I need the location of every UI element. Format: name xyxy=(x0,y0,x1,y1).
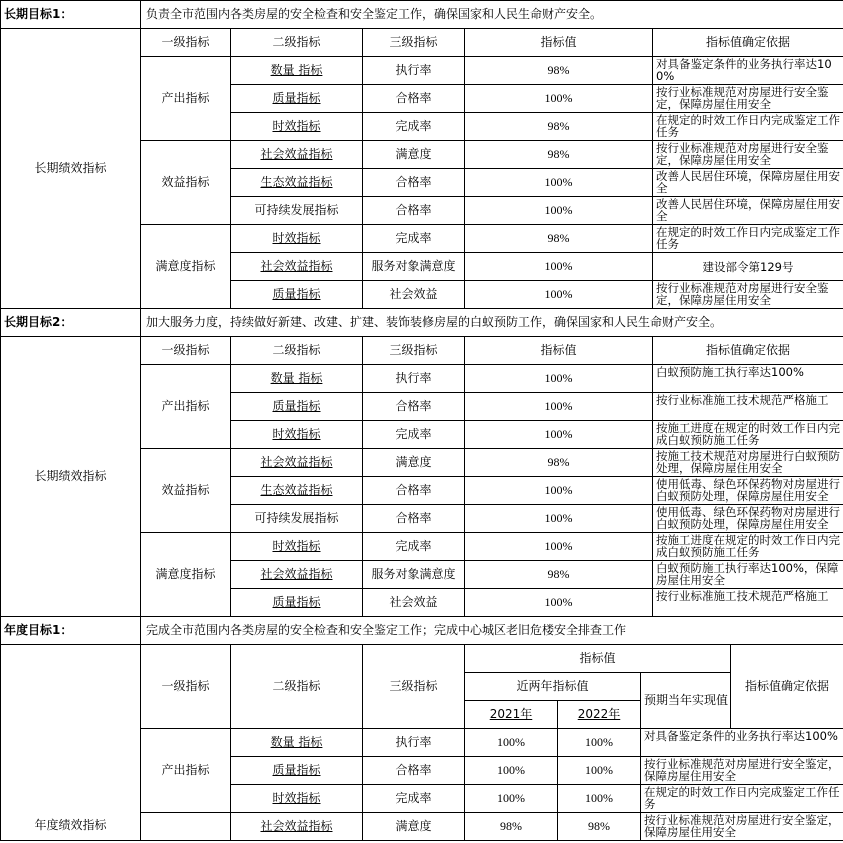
group-name xyxy=(141,813,231,841)
level2-cell: 数量 指标 xyxy=(231,729,363,757)
basis-cell: 改善人民居住环境，保障房屋住用安全 xyxy=(653,169,843,197)
goal-label: 年度目标1： xyxy=(1,617,141,645)
value-cell: 100% xyxy=(465,589,653,617)
level2-cell: 社会效益指标 xyxy=(231,561,363,589)
year1-value-cell: 100% xyxy=(465,785,558,813)
basis-cell: 按行业标准规范对房屋进行安全鉴定，保障房屋住用安全 xyxy=(641,757,843,785)
level3-cell: 完成率 xyxy=(363,785,465,813)
level2-cell: 社会效益指标 xyxy=(231,253,363,281)
basis-cell: 按施工技术规范对房屋进行白蚁预防处理，保障房屋住用安全 xyxy=(653,449,843,477)
header-level1: 一级指标 xyxy=(141,337,231,365)
value-cell: 100% xyxy=(465,281,653,309)
value-cell: 100% xyxy=(465,477,653,505)
value-cell: 98% xyxy=(465,449,653,477)
year1-value-cell: 98% xyxy=(465,813,558,841)
header-year-2022: 2022年 xyxy=(558,701,641,729)
group-name: 满意度指标 xyxy=(141,533,231,617)
level2-cell: 质量指标 xyxy=(231,281,363,309)
level3-cell: 满意度 xyxy=(363,813,465,841)
value-cell: 98% xyxy=(465,561,653,589)
header-value: 指标值 xyxy=(465,645,731,673)
level2-cell: 质量指标 xyxy=(231,757,363,785)
level3-cell: 合格率 xyxy=(363,393,465,421)
value-cell: 98% xyxy=(465,141,653,169)
header-level1: 一级指标 xyxy=(141,29,231,57)
header-recent-years: 近两年指标值 xyxy=(465,673,641,701)
header-basis: 指标值确定依据 xyxy=(653,29,843,57)
basis-cell: 对具备鉴定条件的业务执行率达100% xyxy=(653,57,843,85)
goal-label: 长期目标1： xyxy=(1,1,141,29)
value-cell: 100% xyxy=(465,393,653,421)
basis-cell: 白蚁预防施工执行率达100% xyxy=(653,365,843,393)
basis-cell: 对具备鉴定条件的业务执行率达100% xyxy=(641,729,843,757)
header-level2: 二级指标 xyxy=(231,29,363,57)
group-name: 效益指标 xyxy=(141,141,231,225)
header-expected: 预期当年实现值 xyxy=(641,673,731,729)
value-cell: 100% xyxy=(465,421,653,449)
value-cell: 100% xyxy=(465,197,653,225)
goal-description: 加大服务力度，持续做好新建、改建、扩建、装饰装修房屋的白蚁预防工作，确保国家和人民生命财产安全。 xyxy=(141,309,843,337)
level3-cell: 完成率 xyxy=(363,113,465,141)
year2-value-cell: 98% xyxy=(558,813,641,841)
level3-cell: 合格率 xyxy=(363,169,465,197)
level3-cell: 合格率 xyxy=(363,757,465,785)
level2-cell: 时效指标 xyxy=(231,785,363,813)
level2-cell: 质量指标 xyxy=(231,589,363,617)
perf-indicator-label: 长期绩效指标 xyxy=(1,337,141,617)
header-value: 指标值 xyxy=(465,29,653,57)
basis-cell: 按行业标准规范对房屋进行安全鉴定，保障房屋住用安全 xyxy=(653,141,843,169)
basis-cell: 在规定的时效工作日内完成鉴定工作任务 xyxy=(653,225,843,253)
level2-cell: 生态效益指标 xyxy=(231,169,363,197)
level2-cell: 时效指标 xyxy=(231,113,363,141)
year1-value-cell: 100% xyxy=(465,757,558,785)
goal-label: 长期目标2： xyxy=(1,309,141,337)
header-level2: 二级指标 xyxy=(231,337,363,365)
level3-cell: 完成率 xyxy=(363,225,465,253)
value-cell: 98% xyxy=(465,225,653,253)
goal-description: 完成全市范围内各类房屋的安全检查和安全鉴定工作；完成中心城区老旧危楼安全排查工作 xyxy=(141,617,843,645)
level3-cell: 服务对象满意度 xyxy=(363,561,465,589)
long-term-goal-1-table xyxy=(0,0,843,309)
value-cell: 100% xyxy=(465,505,653,533)
level2-cell: 数量 指标 xyxy=(231,365,363,393)
basis-cell: 白蚁预防施工执行率达100%，保障房屋住用安全 xyxy=(653,561,843,589)
level2-cell: 社会效益指标 xyxy=(231,141,363,169)
level3-cell: 合格率 xyxy=(363,85,465,113)
year2-value-cell: 100% xyxy=(558,785,641,813)
level2-cell: 时效指标 xyxy=(231,225,363,253)
level3-cell: 满意度 xyxy=(363,141,465,169)
group-name: 产出指标 xyxy=(141,365,231,449)
header-level3: 三级指标 xyxy=(363,645,465,729)
level3-cell: 完成率 xyxy=(363,533,465,561)
header-basis: 指标值确定依据 xyxy=(653,337,843,365)
value-cell: 98% xyxy=(465,113,653,141)
perf-indicator-label: 年度绩效指标 xyxy=(1,645,141,841)
header-value: 指标值 xyxy=(465,337,653,365)
basis-cell: 在规定的时效工作日内完成鉴定工作任务 xyxy=(641,785,843,813)
group-name: 产出指标 xyxy=(141,57,231,141)
value-cell: 100% xyxy=(465,169,653,197)
level2-cell: 生态效益指标 xyxy=(231,477,363,505)
level3-cell: 完成率 xyxy=(363,421,465,449)
level3-cell: 合格率 xyxy=(363,477,465,505)
level3-cell: 社会效益 xyxy=(363,589,465,617)
perf-indicator-label: 长期绩效指标 xyxy=(1,29,141,309)
basis-cell: 按行业标准规范对房屋进行安全鉴定，保障房屋住用安全 xyxy=(641,813,843,841)
level3-cell: 满意度 xyxy=(363,449,465,477)
level2-cell: 可持续发展指标 xyxy=(231,505,363,533)
year2-value-cell: 100% xyxy=(558,757,641,785)
basis-cell: 按行业标准规范对房屋进行安全鉴定，保障房屋住用安全 xyxy=(653,281,843,309)
basis-cell: 按行业标准施工技术规范严格施工 xyxy=(653,589,843,617)
value-cell: 100% xyxy=(465,365,653,393)
basis-cell: 使用低毒、绿色环保药物对房屋进行白蚁预防处理，保障房屋住用安全 xyxy=(653,505,843,533)
level2-cell: 社会效益指标 xyxy=(231,813,363,841)
year1-value-cell: 100% xyxy=(465,729,558,757)
basis-cell: 按行业标准施工技术规范严格施工 xyxy=(653,393,843,421)
level2-cell: 质量指标 xyxy=(231,85,363,113)
year2-value-cell: 100% xyxy=(558,729,641,757)
level3-cell: 社会效益 xyxy=(363,281,465,309)
level2-cell: 数量 指标 xyxy=(231,57,363,85)
annual-goal-1-table xyxy=(0,616,843,841)
group-name: 效益指标 xyxy=(141,449,231,533)
level2-cell: 社会效益指标 xyxy=(231,449,363,477)
basis-cell: 使用低毒、绿色环保药物对房屋进行白蚁预防处理，保障房屋住用安全 xyxy=(653,477,843,505)
long-term-goal-2-table xyxy=(0,308,843,617)
value-cell: 100% xyxy=(465,253,653,281)
header-level3: 三级指标 xyxy=(363,29,465,57)
basis-cell: 按施工进度在规定的时效工作日内完成白蚁预防施工任务 xyxy=(653,421,843,449)
header-level1: 一级指标 xyxy=(141,645,231,729)
level3-cell: 合格率 xyxy=(363,197,465,225)
level2-cell: 质量指标 xyxy=(231,393,363,421)
level3-cell: 服务对象满意度 xyxy=(363,253,465,281)
group-name: 产出指标 xyxy=(141,729,231,813)
group-name: 满意度指标 xyxy=(141,225,231,309)
level3-cell: 合格率 xyxy=(363,505,465,533)
value-cell: 100% xyxy=(465,85,653,113)
level3-cell: 执行率 xyxy=(363,729,465,757)
level3-cell: 执行率 xyxy=(363,57,465,85)
basis-cell: 建设部令第129号 xyxy=(653,253,843,281)
basis-cell: 在规定的时效工作日内完成鉴定工作任务 xyxy=(653,113,843,141)
level2-cell: 时效指标 xyxy=(231,533,363,561)
basis-cell: 按施工进度在规定的时效工作日内完成白蚁预防施工任务 xyxy=(653,533,843,561)
header-basis: 指标值确定依据 xyxy=(731,645,843,729)
level3-cell: 执行率 xyxy=(363,365,465,393)
level2-cell: 时效指标 xyxy=(231,421,363,449)
header-level2: 二级指标 xyxy=(231,645,363,729)
header-year-2021: 2021年 xyxy=(465,701,558,729)
level2-cell: 可持续发展指标 xyxy=(231,197,363,225)
goal-description: 负责全市范围内各类房屋的安全检查和安全鉴定工作，确保国家和人民生命财产安全。 xyxy=(141,1,843,29)
value-cell: 98% xyxy=(465,57,653,85)
basis-cell: 按行业标准规范对房屋进行安全鉴定，保障房屋住用安全 xyxy=(653,85,843,113)
header-level3: 三级指标 xyxy=(363,337,465,365)
value-cell: 100% xyxy=(465,533,653,561)
basis-cell: 改善人民居住环境，保障房屋住用安全 xyxy=(653,197,843,225)
